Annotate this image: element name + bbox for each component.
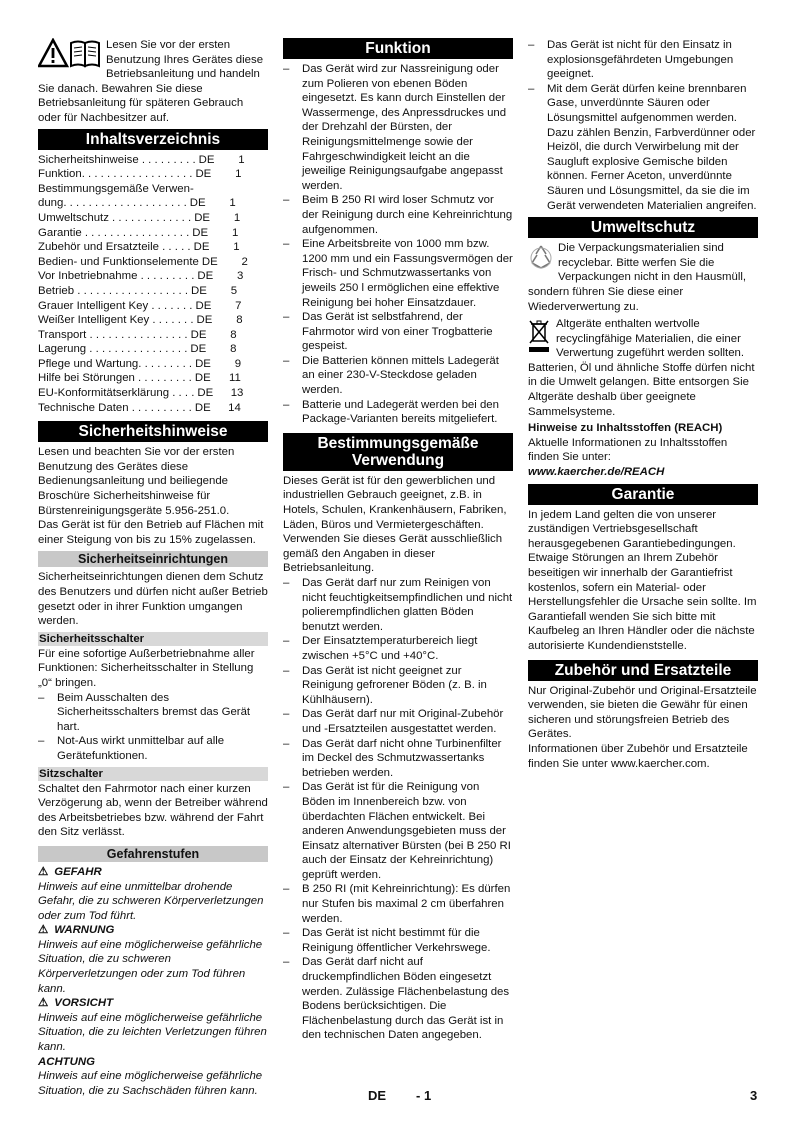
toc-entry-title: Bestimmungsgemäße Verwen- — [38, 182, 194, 195]
hazard-level-heading — [38, 1055, 268, 1070]
toc-entry — [38, 226, 268, 241]
hazard-level-heading — [38, 865, 268, 880]
list-item — [38, 691, 268, 735]
toc-entry — [38, 182, 268, 197]
dash-bullet: – — [283, 708, 290, 721]
use-text: Dieses Gerät ist für den gewerblichen und industriellen Gebrauch geeignet, z.B. in Hotels, Schulen, Krankenhäusern, Fabriken, Läden, Büros und Vermietergeschäften. — [283, 474, 507, 531]
list-item — [283, 634, 513, 663]
toc-entry-title: Hilfe bei Störungen . . . . . . . . . — [38, 372, 192, 385]
toc-entry — [38, 167, 268, 182]
use-title-line-1: Bestimmungsgemäße — [317, 434, 479, 452]
use-list-continued — [528, 38, 758, 213]
dash-bullet: – — [283, 238, 290, 251]
list-item — [283, 882, 513, 926]
footer-page-number: 3 — [750, 1088, 758, 1103]
use-title — [283, 433, 513, 471]
toc-entry-lang: DE — [195, 357, 211, 370]
parts-text-2: Informationen über Zubehör und Ersatzteile finden Sie unter www.kaercher.com. — [528, 742, 748, 770]
toc-entry-page: 1 — [231, 226, 239, 239]
hazard-level-name: WARNUNG — [54, 924, 115, 937]
list-item-text: Das Gerät wird zur Nassreinigung oder zum Polieren von ebenen Böden eingesetzt. Es kann durch Einstellen der Wassermenge, des Anpressdruckes und der Drehzahl der Bürsten, der Reinigungsmittelmenge sowie der Fahrgeschwindigkeit leicht an die jeweilige Reinigungsaufgabe angepasst werden. — [302, 63, 507, 192]
toc-entry — [38, 211, 268, 226]
list-item-text: Das Gerät ist nicht geeignet zur Reinigung gefrorener Böden (z. B. in Kühlhäusern). — [302, 664, 487, 706]
parts-text-1: Nur Original-Zubehör und Original-Ersatzteile verwenden, sie bieten die Gewähr für einen sicheren und störungsfreien Betrieb des Gerätes. — [528, 684, 757, 741]
toc-entry — [38, 284, 268, 299]
dash-bullet: – — [283, 883, 290, 896]
safety-text: Lesen und beachten Sie vor der ersten Benutzung des Gerätes diese Bedienungsanleitung und beiliegende Broschüre Sicherheitshinweise für Bürstenreinigungsgeräte 5.956-251.0. — [38, 446, 235, 517]
toc-entry-page: 3 — [237, 270, 244, 283]
list-item-text: Das Gerät darf nicht ohne Turbinenfilter im Deckel des Schmutzwassertanks betrieben werden. — [302, 737, 502, 779]
seat-title: Sitzschalter — [38, 767, 268, 781]
parts-title: Zubehör und Ersatzteile — [528, 660, 758, 681]
reach-heading: Hinweise zu Inhaltsstoffen (REACH) — [528, 422, 723, 435]
list-item-text: Batterie und Ladegerät werden bei den Package-Varianten bereits mitgeliefert. — [302, 398, 499, 426]
toc-entry-page: 1 — [238, 153, 245, 166]
toc-entry — [38, 313, 268, 328]
intro-icons — [38, 38, 102, 68]
list-item — [283, 62, 513, 193]
list-item-text: Die Batterien können mittels Ladegerät an einer 230-V-Steckdose geladen werden. — [302, 354, 499, 397]
recycling-icon — [528, 243, 554, 271]
toc-entry-lang: DE — [196, 314, 213, 327]
toc-entry-lang: DE — [195, 299, 212, 312]
toc-title: Inhaltsverzeichnis — [38, 129, 268, 150]
hazard-level-name: GEFAHR — [54, 865, 102, 878]
list-item-text: B 250 RI (mit Kehreinrichtung): Es dürfen nur Stufen bis maximal 2 cm überfahren werden. — [302, 883, 511, 925]
toc-entry-lang: DE — [190, 343, 207, 356]
list-item-text: Beim B 250 RI wird loser Schmutz vor der Reinigung durch eine Kehreinrichtung aufgenommen. — [302, 194, 513, 236]
function-title: Funktion — [283, 38, 513, 59]
column-1 — [38, 38, 268, 1098]
toc-entry-page: 8 — [236, 314, 243, 327]
switch-title: Sicherheitsschalter — [38, 632, 268, 646]
toc-entry-title: Technische Daten . . . . . . . . . . — [38, 401, 192, 414]
seat-text: Schaltet den Fahrmotor nach einer kurzen Verzögerung ab, wenn der Betreiber während des Arbeitsbetriebes bzw. während der Fahrt den Sitz verlässt. — [38, 782, 268, 839]
devices-text: Sicherheitseinrichtungen dienen dem Schutz des Benutzers und dürfen nicht außer Betrieb gesetzt oder in ihrer Funktion umgangen werden. — [38, 571, 268, 628]
toc-entry-title: Zubehör und Ersatzteile . . . . . — [38, 241, 191, 254]
toc-entry-lang: DE — [189, 197, 206, 210]
hazard-level-heading — [38, 923, 268, 938]
toc-entry — [38, 153, 268, 168]
toc-entry-page: 1 — [235, 168, 242, 181]
reach-link[interactable]: www.kaercher.de/REACH — [528, 466, 665, 479]
toc-entry — [38, 196, 268, 211]
toc-entry-title: EU-Konformitätserklärung . . . . — [38, 387, 195, 400]
list-item — [283, 237, 513, 310]
toc-entry — [38, 255, 268, 270]
function-list — [283, 62, 513, 427]
disposal-block — [528, 317, 758, 419]
dash-bullet: – — [283, 781, 290, 794]
toc-entry-page: 5 — [230, 284, 238, 297]
manual-book-icon — [71, 42, 99, 67]
toc-entry-title: Pflege und Wartung. . . . . . . . . — [38, 357, 193, 370]
toc-entry-page: 1 — [233, 211, 241, 224]
list-item-text: Not-Aus wirkt unmittelbar auf alle Gerätefunktionen. — [57, 735, 225, 762]
toc-entry-lang: DE — [193, 241, 210, 254]
list-item-text: Das Gerät ist für die Reinigung von Böden im Innenbereich bzw. von überdachten Flächen entwickelt. Bei anderen Anwendungsgebieten muss der Einsatz alternativer Bürsten (bei B 250 RI auch der Einsatz der Kehreinrichtung) geprüft werden. — [302, 781, 511, 881]
list-item-text: Beim Ausschalten des Sicherheitsschalters bremst das Gerät hart. — [57, 691, 251, 733]
dash-bullet: – — [283, 927, 290, 940]
reach-text: Aktuelle Informationen zu Inhaltsstoffen finden Sie unter: — [528, 436, 728, 464]
warning-triangle-icon: ⚠ — [38, 924, 49, 937]
toc-entry-title: dung. . . . . . . . . . . . . . . . . . . . — [38, 197, 187, 210]
toc-entry-lang: DE — [197, 387, 214, 400]
dash-bullet: – — [283, 577, 290, 589]
dash-bullet: – — [283, 354, 290, 367]
warranty-title: Garantie — [528, 484, 758, 505]
intro-text: Lesen Sie vor der ersten Benutzung Ihres Gerätes diese Betriebsanleitung und handeln Sie danach. Bewahren Sie diese Betriebsanleitung für späteren Gebrauch oder für Nachbesitzer auf. — [38, 39, 264, 124]
toc-entry-page: 1 — [233, 241, 240, 254]
toc-entry — [38, 269, 268, 284]
list-item-text: Eine Arbeitsbreite von 1000 mm bzw. 1200 mm und ein Fassungsvermögen der Frisch- und Schmutzwassertanks von jeweils 250 l ermöglichen eine effektive Reinigung bei hoher Einsatzdauer. — [302, 238, 513, 309]
dash-bullet: – — [283, 664, 290, 677]
list-item — [283, 354, 513, 398]
warning-triangle-icon: ⚠ — [38, 865, 49, 878]
toc-entry-page: 13 — [230, 387, 244, 400]
toc-entry-title: Vor Inbetriebnahme . . . . . . . . . — [38, 270, 195, 283]
warning-triangle-icon: ⚠ — [38, 997, 49, 1010]
table-of-contents — [38, 153, 268, 416]
toc-entry — [38, 401, 268, 416]
toc-entry — [38, 371, 268, 386]
footer-page-marker: - 1 — [416, 1088, 432, 1103]
footer-lang: DE — [368, 1088, 387, 1103]
warranty-text: In jedem Land gelten die von unserer zuständigen Vertriebsgesellschaft herausgegebenen Garantiebedingungen. Etwaige Störungen an Ihrem Zubehör beseitigen wir innerhalb der Garantiefrist kostenlos, sofern ein Material- oder Herstellungsfehler die Ursache sein sollte. Im Garantiefall wenden Sie sich bitte mit Kaufbeleg an Ihren Händler oder die nächste autorisierte Kundendienststelle. — [528, 508, 757, 652]
recycling-block — [528, 241, 758, 314]
toc-entry — [38, 240, 268, 255]
hazard-level-heading — [38, 996, 268, 1011]
safety-title: Sicherheitshinweise — [38, 421, 268, 442]
list-item — [283, 576, 513, 634]
list-item — [283, 737, 513, 781]
toc-entry-title: Garantie . . . . . . . . . . . . . . . . . — [38, 226, 190, 239]
list-item-text: Das Gerät darf nur zum Reinigen von nicht feuchtigkeitsempfindlichen und nicht polierempfindlichen glatten Böden benutzt werden. — [302, 577, 513, 633]
toc-entry-lang: DE — [201, 255, 218, 268]
column-3 — [528, 38, 758, 771]
dash-bullet: – — [528, 82, 535, 95]
toc-entry-page: 7 — [235, 299, 242, 312]
list-item — [283, 193, 513, 237]
switch-list — [38, 691, 268, 764]
toc-entry — [38, 342, 268, 357]
dash-bullet: – — [528, 39, 535, 51]
levels-title: Gefahrenstufen — [38, 846, 268, 862]
toc-entry-lang: DE — [194, 372, 211, 385]
list-item — [283, 926, 513, 955]
toc-entry-title: Umweltschutz . . . . . . . . . . . . . — [38, 211, 192, 224]
list-item-text: Der Einsatztemperaturbereich liegt zwischen +5°C und +40°C. — [302, 635, 478, 662]
hazard-level-name: ACHTUNG — [38, 1055, 95, 1068]
column-2 — [283, 38, 513, 1043]
dash-bullet: – — [283, 635, 290, 648]
toc-entry-lang: DE — [194, 401, 211, 414]
toc-entry — [38, 328, 268, 343]
dash-bullet: – — [283, 311, 290, 324]
warning-triangle-icon — [39, 40, 67, 66]
dash-bullet: – — [283, 737, 290, 750]
hazard-level-text: Hinweis auf eine möglicherweise gefährliche Situation, die zu schweren Körperverletzungen oder zum Tod führen kann. — [38, 938, 263, 995]
environment-text-1: Die Verpackungsmaterialien sind recyclebar. Bitte werfen Sie die Verpackungen nicht in den Hausmüll, sondern führen Sie diese einer Wiederverwertung zu. — [528, 242, 747, 313]
list-item-text: Das Gerät ist nicht für den Einsatz in explosionsgefährdeten Umgebungen geeignet. — [547, 39, 734, 81]
toc-entry-lang — [197, 182, 217, 197]
list-item — [528, 82, 758, 213]
use-list — [283, 576, 513, 1043]
toc-entry-lang: DE — [192, 226, 209, 239]
toc-entry-lang: DE — [195, 168, 212, 181]
toc-entry — [38, 357, 268, 372]
toc-entry-page: 14 — [228, 401, 241, 414]
hazard-levels — [38, 865, 268, 1099]
toc-entry-title: Transport . . . . . . . . . . . . . . . . — [38, 328, 188, 341]
toc-entry-lang: DE — [198, 153, 215, 166]
toc-entry-page: 1 — [229, 197, 236, 210]
toc-entry-title: Lagerung . . . . . . . . . . . . . . . . — [38, 343, 188, 356]
list-item — [283, 398, 513, 427]
environment-text-2: Altgeräte enthalten wertvolle recyclingfähige Materialien, die einer Verwertung zugeführt werden sollten. Batterien, Öl und ähnliche Stoffe dürfen nicht in die Umwelt gelangen. Bitte entsorgen Sie Altgeräte deshalb über geeignete Sammelsysteme. — [528, 318, 755, 418]
toc-entry-title: Betrieb . . . . . . . . . . . . . . . . . . — [38, 284, 189, 297]
toc-entry-page — [217, 182, 243, 197]
list-item-text: Mit dem Gerät dürfen keine brennbaren Gase, unverdünnte Säuren oder Lösungsmittel aufgenommen werden. Dazu zählen Benzin, Farbverdünner oder Heizöl, die durch Verwirbelung mit der Saugluft explosive Gemische bilden können. Ferner Aceton, unverdünnte Säuren und Lösungsmittel, da sie die im Gerät verwendeten Materialien angreifen. — [547, 82, 757, 212]
list-item — [283, 707, 513, 736]
intro-block — [38, 38, 268, 126]
toc-entry-page: 2 — [241, 255, 248, 268]
toc-entry-lang: DE — [197, 270, 214, 283]
toc-entry-title: Sicherheitshinweise . . . . . . . . . — [38, 153, 196, 166]
toc-entry-lang: DE — [190, 328, 207, 341]
dash-bullet: – — [283, 956, 290, 969]
list-item — [283, 955, 513, 1043]
toc-entry-title: Funktion. . . . . . . . . . . . . . . . . . — [38, 168, 193, 181]
safety-text-2: Das Gerät ist für den Betrieb auf Flächen mit einer Steigung von bis zu 15% zugelassen. — [38, 519, 264, 546]
crossed-bin-icon — [528, 319, 550, 353]
hazard-level-text: Hinweis auf eine möglicherweise gefährliche Situation, die zu Sachschäden führen kann. — [38, 1070, 263, 1097]
use-text-2: Verwenden Sie dieses Gerät ausschließlich gemäß den Angaben in dieser Betriebsanleitung. — [283, 533, 503, 575]
toc-entry-title: Bedien- und Funktionselemente — [38, 255, 199, 268]
environment-title: Umweltschutz — [528, 217, 758, 238]
toc-entry-page: 11 — [229, 372, 241, 385]
toc-entry-title: Grauer Intelligent Key . . . . . . . — [38, 299, 193, 312]
hazard-level-text: Hinweis auf eine möglicherweise gefährliche Situation, die zu leichten Verletzungen führen kann. — [38, 1011, 267, 1054]
toc-entry-page: 9 — [234, 357, 242, 370]
dash-bullet: – — [38, 691, 45, 704]
toc-entry-title: Weißer Intelligent Key . . . . . . . — [38, 314, 194, 327]
toc-entry-lang: DE — [194, 211, 211, 224]
list-item-text: Das Gerät ist selbstfahrend, der Fahrmotor wird von einer Trogbatterie gespeist. — [302, 311, 493, 353]
toc-entry — [38, 299, 268, 314]
switch-text: Für eine sofortige Außerbetriebnahme aller Funktionen: Sicherheitsschalter in Stellung „0“ bringen. — [38, 647, 255, 689]
devices-title: Sicherheitseinrichtungen — [38, 551, 268, 567]
use-title-line-2: Verwendung — [351, 451, 445, 469]
toc-entry — [38, 386, 268, 401]
list-item — [283, 664, 513, 708]
hazard-level-text: Hinweis auf eine unmittelbar drohende Gefahr, die zu schweren Körperverletzungen oder zum Tod führt. — [38, 880, 264, 922]
dash-bullet: – — [283, 63, 290, 75]
toc-entry-page: 8 — [230, 343, 237, 356]
hazard-level-name: VORSICHT — [54, 997, 114, 1010]
list-item-text: Das Gerät darf nur mit Original-Zubehör und -Ersatzteilen ausgestattet werden. — [302, 708, 504, 735]
dash-bullet: – — [283, 398, 290, 411]
toc-entry-lang: DE — [191, 284, 207, 297]
list-item — [283, 310, 513, 354]
list-item-text: Das Gerät darf nicht auf druckempfindlichen Böden eingesetzt werden. Zulässige Flächenbelastung des Bodens berücksichtigen. Die Flächenbelastung durch das Gerät ist in den technischen Daten angegeben. — [302, 956, 510, 1042]
list-item — [528, 38, 758, 82]
dash-bullet: – — [38, 735, 45, 748]
list-item — [38, 734, 268, 763]
list-item — [283, 780, 513, 882]
list-item-text: Das Gerät ist nicht bestimmt für die Reinigung öffentlicher Verkehrswege. — [302, 927, 491, 954]
dash-bullet: – — [283, 194, 290, 207]
toc-entry-page: 8 — [230, 328, 237, 341]
